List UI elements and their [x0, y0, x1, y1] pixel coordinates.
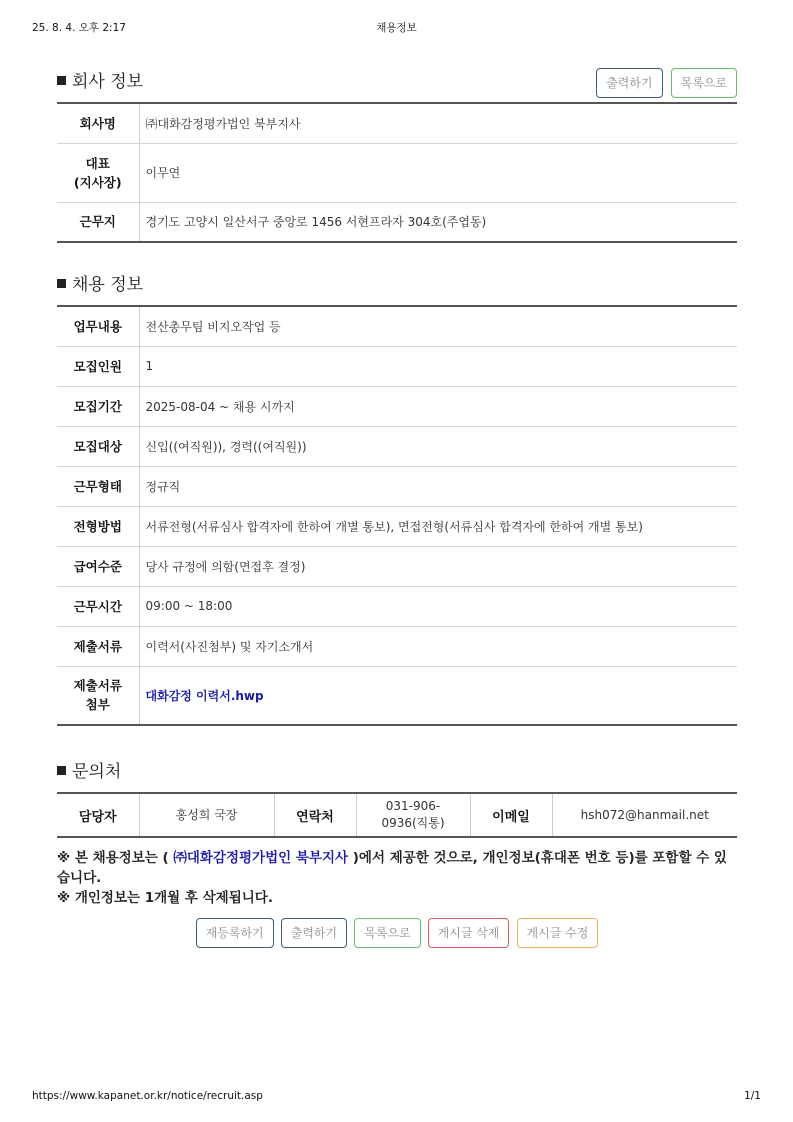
phone-label: 연락처	[274, 793, 356, 837]
list-button[interactable]: 목록으로	[671, 68, 737, 98]
row-label	[57, 143, 139, 202]
company-info-table	[57, 102, 737, 243]
manager-value: 홍성희 국장	[139, 793, 274, 837]
company-section-header	[57, 64, 737, 102]
square-bullet-icon	[57, 76, 66, 85]
print-button[interactable]: 출력하기	[596, 68, 662, 98]
ceo-label-line1: 대표	[85, 155, 110, 171]
row-value: 1	[139, 346, 737, 386]
row-value	[139, 666, 737, 725]
row-value: 당사 규정에 의함(면접후 결정)	[139, 546, 737, 586]
print-footer	[32, 1090, 761, 1104]
row-value: 이무연	[139, 143, 737, 202]
print-date: 25. 8. 4. 오후 2:17	[32, 22, 126, 34]
notice-line-1: ※ 본 채용정보는 ( ㈜대화감정평가법인 북부지사 )에서 제공한 것으로, 개인정보(휴대폰 번호 등)를 포함할 수 있습니다.	[57, 850, 727, 886]
table-row	[57, 202, 737, 242]
list-button-bottom[interactable]: 목록으로	[354, 918, 420, 948]
recruit-content	[57, 64, 737, 948]
row-value: 2025-08-04 ~ 채용 시까지	[139, 386, 737, 426]
contact-section-title: 문의처	[57, 757, 121, 782]
recruit-section-header	[57, 271, 737, 305]
print-button-bottom[interactable]: 출력하기	[281, 918, 347, 948]
row-value: 전산총무팀 비지오작업 등	[139, 306, 737, 346]
table-row	[57, 426, 737, 466]
table-row	[57, 466, 737, 506]
table-row	[57, 546, 737, 586]
company-section-title: 회사 정보	[57, 67, 143, 92]
row-label: 전형방법	[57, 506, 139, 546]
row-label: 근무형태	[57, 466, 139, 506]
attach-label-line1: 제출서류	[73, 678, 122, 694]
delete-post-button[interactable]: 게시글 삭제	[428, 918, 510, 948]
contact-section-header	[57, 750, 737, 792]
row-label: 근무지	[57, 202, 139, 242]
recruit-info-table	[57, 305, 737, 726]
top-button-group	[593, 68, 737, 98]
table-row	[57, 586, 737, 626]
manager-label: 담당자	[57, 793, 139, 837]
recruit-section-title: 채용 정보	[57, 270, 143, 295]
square-bullet-icon	[57, 279, 66, 288]
row-value: ㈜대화감정평가법인 북부지사	[139, 103, 737, 143]
edit-post-button[interactable]: 게시글 수정	[517, 918, 599, 948]
row-value: 신입((여직원)), 경력((여직원))	[139, 426, 737, 466]
notice-line-2: ※ 개인정보는 1개월 후 삭제됩니다.	[57, 890, 273, 906]
row-label: 급여수준	[57, 546, 139, 586]
table-row	[57, 506, 737, 546]
square-bullet-icon	[57, 766, 66, 775]
table-row	[57, 346, 737, 386]
table-row	[57, 306, 737, 346]
phone-value: 031-906-0936(직통)	[356, 793, 470, 837]
row-label: 업무내용	[57, 306, 139, 346]
print-url: https://www.kapanet.or.kr/notice/recruit.asp	[32, 1090, 263, 1102]
ceo-label-line2: (지사장)	[73, 174, 122, 190]
row-value: 이력서(사진첨부) 및 자기소개서	[139, 626, 737, 666]
row-label: 모집인원	[57, 346, 139, 386]
notice-company: ㈜대화감정평가법인 북부지사	[173, 850, 349, 866]
row-label: 회사명	[57, 103, 139, 143]
table-row	[57, 626, 737, 666]
row-value: 경기도 고양시 일산서구 중앙로 1456 서현프라자 304호(주엽동)	[145, 215, 487, 230]
table-row	[57, 666, 737, 725]
table-row	[57, 386, 737, 426]
attachment-link[interactable]: 대화감정 이력서.hwp	[145, 688, 264, 703]
row-label: 모집대상	[57, 426, 139, 466]
contact-table	[57, 792, 737, 838]
row-value: 서류전형(서류심사 합격자에 한하여 개별 통보), 면접전형(서류심사 합격자에 한하여 개별 통보)	[139, 506, 737, 546]
table-row	[57, 103, 737, 143]
email-value: hsh072@hanmail.net	[580, 807, 709, 822]
table-row	[57, 793, 737, 837]
row-label: 근무시간	[57, 586, 139, 626]
attach-label-line2: 첨부	[85, 697, 110, 713]
row-value: 09:00 ~ 18:00	[139, 586, 737, 626]
row-label: 제출서류	[57, 626, 139, 666]
table-row	[57, 143, 737, 202]
privacy-notice	[57, 848, 737, 908]
print-title: 채용정보	[376, 22, 417, 34]
page-number: 1/1	[744, 1090, 761, 1102]
row-value: 정규직	[139, 466, 737, 506]
bottom-button-group	[57, 918, 737, 948]
email-label: 이메일	[470, 793, 552, 837]
row-label	[57, 666, 139, 725]
print-header	[32, 20, 761, 36]
row-label: 모집기간	[57, 386, 139, 426]
reregister-button[interactable]: 재등록하기	[196, 918, 274, 948]
